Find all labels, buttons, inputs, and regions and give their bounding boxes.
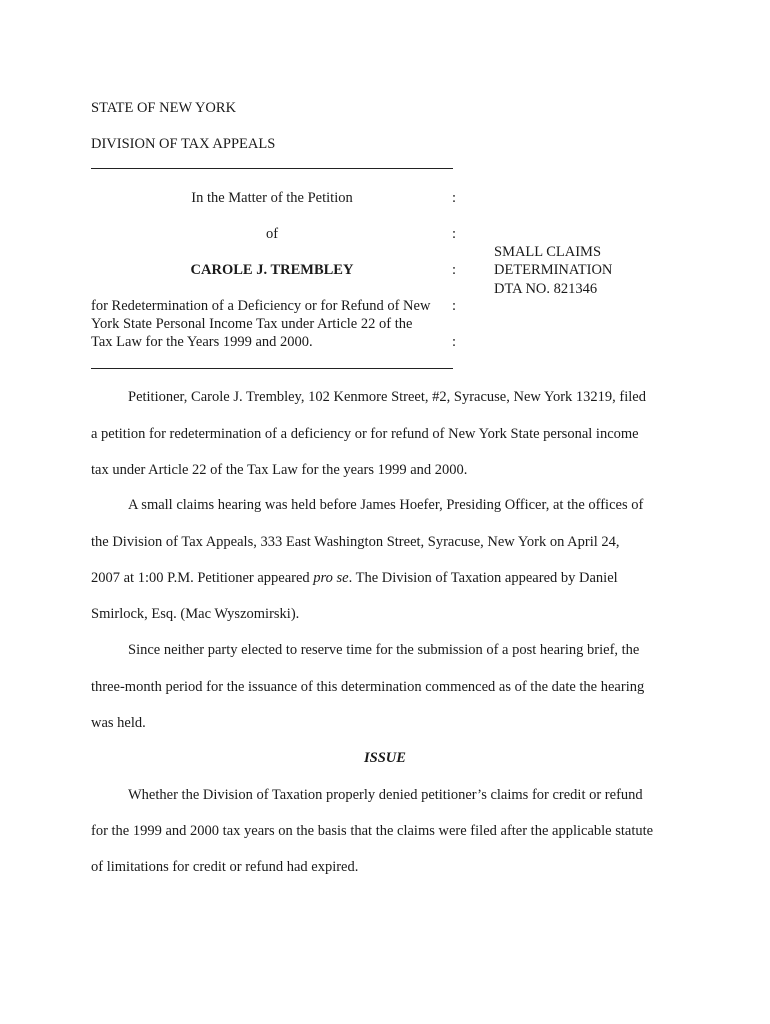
purpose-line: York State Personal Income Tax under Article 22 of the <box>91 316 413 332</box>
body-line: a petition for redetermination of a deficiency or for refund of New York State personal income <box>91 426 639 442</box>
caption-colon: : <box>452 226 457 242</box>
body-line: tax under Article 22 of the Tax Law for the years 1999 and 2000. <box>91 462 468 478</box>
body-line: the Division of Tax Appeals, 333 East Washington Street, Syracuse, New York on April 24, <box>91 534 620 550</box>
caption-top-rule <box>91 168 453 169</box>
body-line: three-month period for the issuance of this determination commenced as of the date the hearing <box>91 679 645 695</box>
body-line: was held. <box>91 715 146 731</box>
state-heading: STATE OF NEW YORK <box>91 100 237 116</box>
of-line: of <box>265 226 279 242</box>
division-heading: DIVISION OF TAX APPEALS <box>91 136 276 152</box>
caption-colon: : <box>452 190 457 206</box>
body-line: Smirlock, Esq. (Mac Wyszomirski). <box>91 606 300 622</box>
body-line: A small claims hearing was held before James Hoefer, Presiding Officer, at the offices of <box>128 497 644 513</box>
caption-colon: : <box>452 262 457 278</box>
purpose-line: Tax Law for the Years 1999 and 2000. <box>91 334 313 350</box>
small-claims-label: SMALL CLAIMS <box>494 244 602 260</box>
pro-se-text: pro se <box>313 570 349 586</box>
body-line: Whether the Division of Taxation properly denied petitioner’s claims for credit or refund <box>128 787 643 803</box>
caption-colon: : <box>452 334 457 350</box>
matter-line: In the Matter of the Petition <box>191 190 353 206</box>
purpose-line: for Redetermination of a Deficiency or for Refund of New <box>91 298 431 314</box>
caption-bottom-rule <box>91 368 453 369</box>
caption-colon: : <box>452 298 457 314</box>
petitioner-name: CAROLE J. TREMBLEY <box>190 262 354 278</box>
body-line: Since neither party elected to reserve time for the submission of a post hearing brief, the <box>128 642 640 658</box>
body-line: of limitations for credit or refund had expired. <box>91 859 359 875</box>
body-line <box>91 570 618 587</box>
dta-number: DTA NO. 821346 <box>494 281 598 297</box>
determination-label: DETERMINATION <box>494 262 613 278</box>
body-line: for the 1999 and 2000 tax years on the basis that the claims were filed after the applicable statute <box>91 823 654 839</box>
body-line: Petitioner, Carole J. Trembley, 102 Kenmore Street, #2, Syracuse, New York 13219, filed <box>128 389 646 405</box>
body-text: . The Division of Taxation appeared by Daniel <box>348 570 618 586</box>
issue-heading: ISSUE <box>364 750 406 766</box>
body-text: 2007 at 1:00 P.M. Petitioner appeared <box>91 570 314 586</box>
